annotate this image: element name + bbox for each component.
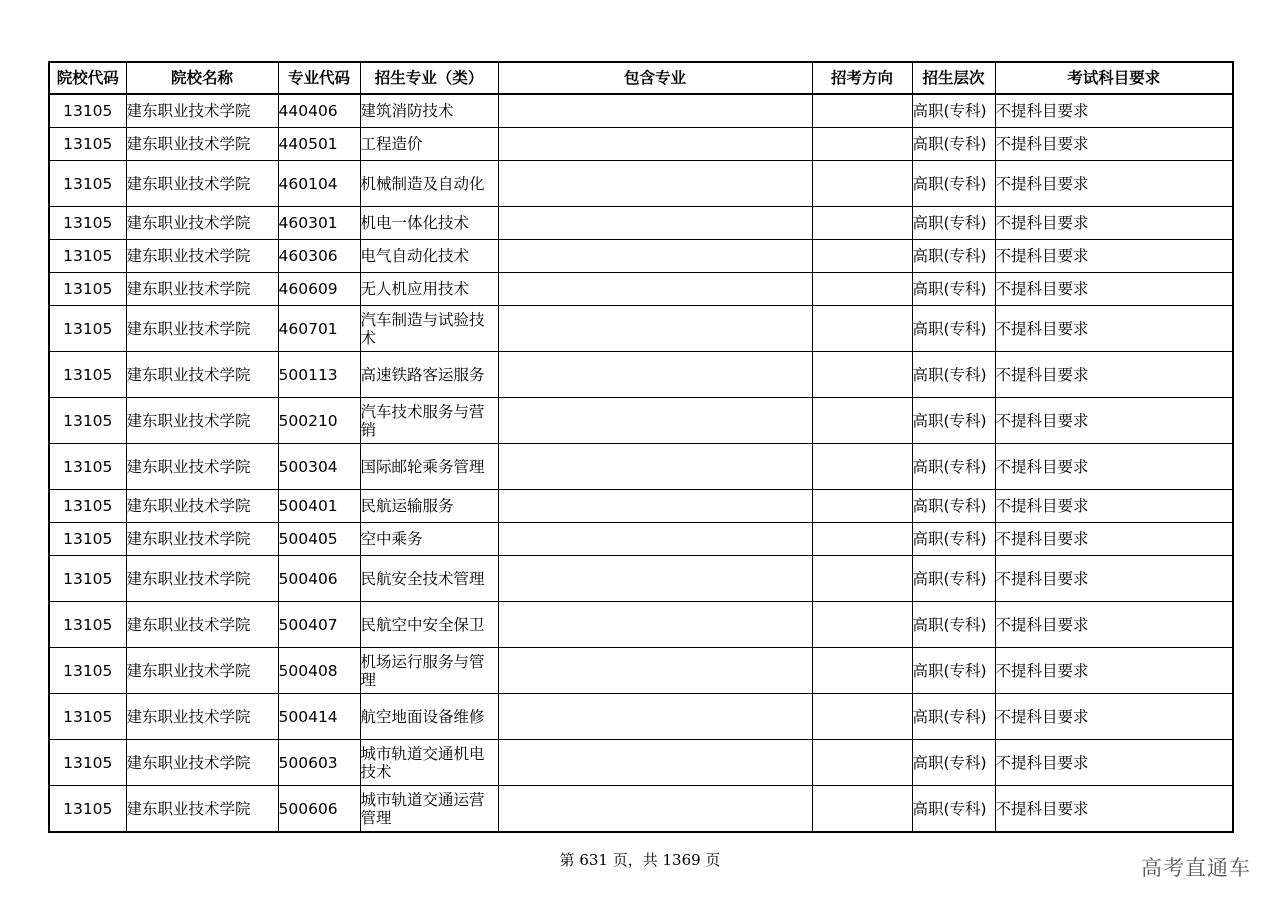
- cell-requirement: 不提科目要求: [995, 161, 1233, 207]
- cell-included-majors: [498, 694, 812, 740]
- cell-included-majors: [498, 94, 812, 128]
- table-row: [49, 161, 1233, 207]
- cell-major-code: 500406: [278, 556, 360, 602]
- cell-school-code: 13105: [49, 161, 126, 207]
- table-row: [49, 94, 1233, 128]
- table-row: [49, 398, 1233, 444]
- cell-included-majors: [498, 740, 812, 786]
- cell-level: 高职(专科): [912, 128, 995, 161]
- table-row: [49, 648, 1233, 694]
- cell-major: 机电一体化技术: [360, 207, 498, 240]
- cell-requirement: 不提科目要求: [995, 306, 1233, 352]
- cell-included-majors: [498, 398, 812, 444]
- cell-major-code: 500603: [278, 740, 360, 786]
- cell-included-majors: [498, 490, 812, 523]
- cell-major-code: 460609: [278, 273, 360, 306]
- cell-school-name: 建东职业技术学院: [126, 128, 278, 161]
- header-direction: 招考方向: [812, 62, 912, 94]
- cell-major-code: 500408: [278, 648, 360, 694]
- cell-level: 高职(专科): [912, 740, 995, 786]
- cell-requirement: 不提科目要求: [995, 740, 1233, 786]
- table-body: [49, 94, 1233, 832]
- cell-direction: [812, 352, 912, 398]
- cell-major: 机械制造及自动化: [360, 161, 498, 207]
- header-requirement: 考试科目要求: [995, 62, 1233, 94]
- cell-major-code: 460701: [278, 306, 360, 352]
- cell-level: 高职(专科): [912, 352, 995, 398]
- cell-direction: [812, 94, 912, 128]
- header-major: 招生专业（类）: [360, 62, 498, 94]
- cell-major-code: 500210: [278, 398, 360, 444]
- cell-level: 高职(专科): [912, 694, 995, 740]
- cell-major-code: 500414: [278, 694, 360, 740]
- cell-direction: [812, 490, 912, 523]
- cell-school-code: 13105: [49, 207, 126, 240]
- cell-school-code: 13105: [49, 240, 126, 273]
- cell-school-code: 13105: [49, 273, 126, 306]
- cell-major-code: 500405: [278, 523, 360, 556]
- cell-level: 高职(专科): [912, 786, 995, 833]
- cell-direction: [812, 556, 912, 602]
- watermark-logo-text: 高考直通车: [1141, 856, 1251, 880]
- cell-included-majors: [498, 786, 812, 833]
- cell-major: 民航安全技术管理: [360, 556, 498, 602]
- cell-included-majors: [498, 240, 812, 273]
- cell-school-code: 13105: [49, 306, 126, 352]
- table-row: [49, 490, 1233, 523]
- cell-major-code: 460104: [278, 161, 360, 207]
- cell-level: 高职(专科): [912, 94, 995, 128]
- cell-requirement: 不提科目要求: [995, 444, 1233, 490]
- cell-school-code: 13105: [49, 352, 126, 398]
- cell-major-code: 460306: [278, 240, 360, 273]
- cell-school-name: 建东职业技术学院: [126, 523, 278, 556]
- cell-school-code: 13105: [49, 694, 126, 740]
- cell-direction: [812, 273, 912, 306]
- cell-requirement: 不提科目要求: [995, 648, 1233, 694]
- cell-major-code: 500304: [278, 444, 360, 490]
- cell-level: 高职(专科): [912, 161, 995, 207]
- cell-major: 空中乘务: [360, 523, 498, 556]
- table-row: [49, 352, 1233, 398]
- cell-school-name: 建东职业技术学院: [126, 240, 278, 273]
- cell-school-name: 建东职业技术学院: [126, 648, 278, 694]
- cell-major-code: 500407: [278, 602, 360, 648]
- cell-school-name: 建东职业技术学院: [126, 694, 278, 740]
- cell-major-code: 460301: [278, 207, 360, 240]
- table-row: [49, 740, 1233, 786]
- cell-requirement: 不提科目要求: [995, 273, 1233, 306]
- cell-direction: [812, 444, 912, 490]
- cell-included-majors: [498, 306, 812, 352]
- cell-included-majors: [498, 207, 812, 240]
- cell-included-majors: [498, 444, 812, 490]
- cell-school-name: 建东职业技术学院: [126, 352, 278, 398]
- cell-requirement: 不提科目要求: [995, 94, 1233, 128]
- cell-direction: [812, 740, 912, 786]
- cell-level: 高职(专科): [912, 490, 995, 523]
- cell-school-name: 建东职业技术学院: [126, 786, 278, 833]
- header-level: 招生层次: [912, 62, 995, 94]
- cell-level: 高职(专科): [912, 444, 995, 490]
- cell-school-code: 13105: [49, 523, 126, 556]
- cell-school-code: 13105: [49, 398, 126, 444]
- admissions-table: [48, 61, 1234, 833]
- header-school-code: 院校代码: [49, 62, 126, 94]
- cell-school-name: 建东职业技术学院: [126, 444, 278, 490]
- cell-school-name: 建东职业技术学院: [126, 556, 278, 602]
- cell-requirement: 不提科目要求: [995, 128, 1233, 161]
- cell-major: 电气自动化技术: [360, 240, 498, 273]
- cell-requirement: 不提科目要求: [995, 523, 1233, 556]
- cell-direction: [812, 602, 912, 648]
- cell-school-code: 13105: [49, 602, 126, 648]
- table-row: [49, 207, 1233, 240]
- cell-level: 高职(专科): [912, 523, 995, 556]
- cell-requirement: 不提科目要求: [995, 786, 1233, 833]
- cell-included-majors: [498, 128, 812, 161]
- table-row: [49, 556, 1233, 602]
- table-row: [49, 444, 1233, 490]
- cell-included-majors: [498, 352, 812, 398]
- cell-direction: [812, 523, 912, 556]
- cell-included-majors: [498, 161, 812, 207]
- table-row: [49, 273, 1233, 306]
- cell-requirement: 不提科目要求: [995, 602, 1233, 648]
- cell-major: 城市轨道交通运营管理: [360, 786, 498, 833]
- cell-requirement: 不提科目要求: [995, 694, 1233, 740]
- cell-included-majors: [498, 273, 812, 306]
- cell-major: 汽车制造与试验技术: [360, 306, 498, 352]
- cell-level: 高职(专科): [912, 398, 995, 444]
- cell-major-code: 500401: [278, 490, 360, 523]
- table-row: [49, 306, 1233, 352]
- cell-level: 高职(专科): [912, 240, 995, 273]
- table-row: [49, 523, 1233, 556]
- table-row: [49, 128, 1233, 161]
- cell-school-name: 建东职业技术学院: [126, 306, 278, 352]
- cell-level: 高职(专科): [912, 556, 995, 602]
- cell-level: 高职(专科): [912, 602, 995, 648]
- cell-requirement: 不提科目要求: [995, 207, 1233, 240]
- cell-direction: [812, 207, 912, 240]
- cell-major: 无人机应用技术: [360, 273, 498, 306]
- cell-school-code: 13105: [49, 740, 126, 786]
- cell-requirement: 不提科目要求: [995, 352, 1233, 398]
- cell-requirement: 不提科目要求: [995, 398, 1233, 444]
- cell-major: 工程造价: [360, 128, 498, 161]
- cell-school-name: 建东职业技术学院: [126, 602, 278, 648]
- cell-direction: [812, 694, 912, 740]
- header-school-name: 院校名称: [126, 62, 278, 94]
- cell-school-code: 13105: [49, 94, 126, 128]
- header-included-majors: 包含专业: [498, 62, 812, 94]
- cell-school-name: 建东职业技术学院: [126, 207, 278, 240]
- cell-school-name: 建东职业技术学院: [126, 273, 278, 306]
- cell-school-code: 13105: [49, 786, 126, 833]
- cell-major: 航空地面设备维修: [360, 694, 498, 740]
- cell-direction: [812, 128, 912, 161]
- cell-school-code: 13105: [49, 556, 126, 602]
- cell-level: 高职(专科): [912, 207, 995, 240]
- cell-school-name: 建东职业技术学院: [126, 490, 278, 523]
- cell-major-code: 440501: [278, 128, 360, 161]
- table-row: [49, 240, 1233, 273]
- cell-major: 建筑消防技术: [360, 94, 498, 128]
- cell-level: 高职(专科): [912, 648, 995, 694]
- cell-direction: [812, 786, 912, 833]
- cell-major: 国际邮轮乘务管理: [360, 444, 498, 490]
- cell-level: 高职(专科): [912, 273, 995, 306]
- cell-included-majors: [498, 556, 812, 602]
- table-row: [49, 694, 1233, 740]
- cell-major: 机场运行服务与管理: [360, 648, 498, 694]
- cell-school-name: 建东职业技术学院: [126, 398, 278, 444]
- cell-major: 城市轨道交通机电技术: [360, 740, 498, 786]
- cell-school-code: 13105: [49, 128, 126, 161]
- cell-school-code: 13105: [49, 490, 126, 523]
- cell-major-code: 440406: [278, 94, 360, 128]
- header-major-code: 专业代码: [278, 62, 360, 94]
- cell-school-code: 13105: [49, 444, 126, 490]
- cell-direction: [812, 240, 912, 273]
- cell-requirement: 不提科目要求: [995, 240, 1233, 273]
- cell-direction: [812, 161, 912, 207]
- cell-included-majors: [498, 523, 812, 556]
- cell-major: 民航空中安全保卫: [360, 602, 498, 648]
- cell-included-majors: [498, 648, 812, 694]
- cell-direction: [812, 398, 912, 444]
- cell-major-code: 500113: [278, 352, 360, 398]
- cell-direction: [812, 648, 912, 694]
- table-row: [49, 602, 1233, 648]
- cell-school-name: 建东职业技术学院: [126, 161, 278, 207]
- page-number: 第 631 页，共 1369 页: [559, 851, 721, 869]
- cell-major: 高速铁路客运服务: [360, 352, 498, 398]
- cell-major: 民航运输服务: [360, 490, 498, 523]
- cell-school-name: 建东职业技术学院: [126, 740, 278, 786]
- cell-major: 汽车技术服务与营销: [360, 398, 498, 444]
- cell-requirement: 不提科目要求: [995, 490, 1233, 523]
- table-row: [49, 786, 1233, 833]
- cell-school-code: 13105: [49, 648, 126, 694]
- cell-major-code: 500606: [278, 786, 360, 833]
- cell-included-majors: [498, 602, 812, 648]
- cell-school-name: 建东职业技术学院: [126, 94, 278, 128]
- cell-direction: [812, 306, 912, 352]
- cell-level: 高职(专科): [912, 306, 995, 352]
- table-header-row: [49, 62, 1233, 94]
- cell-requirement: 不提科目要求: [995, 556, 1233, 602]
